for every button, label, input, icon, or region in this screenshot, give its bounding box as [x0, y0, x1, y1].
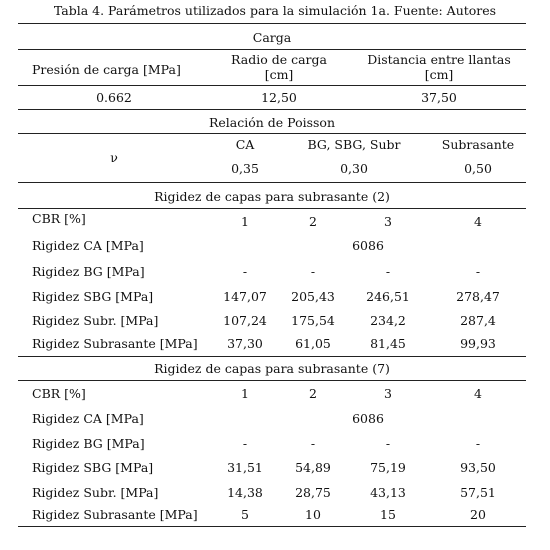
rigidez7-cell: 28,75: [295, 485, 331, 500]
rigidez7-cell: 20: [470, 507, 486, 522]
rule-carga: [18, 49, 526, 50]
rigidez7-row-label: Rigidez CA [MPa]: [32, 411, 144, 426]
rigidez7-row-label: Rigidez BG [MPa]: [32, 436, 145, 451]
poisson-value-subrasante: 0,50: [464, 161, 492, 176]
rigidez7-cell: 93,50: [460, 460, 496, 475]
rigidez2-cell: 147,07: [223, 289, 267, 304]
rigidez2-row-label: Rigidez Subr. [MPa]: [32, 313, 159, 328]
rigidez2-cell: -: [310, 264, 316, 279]
rigidez2-cell: -: [385, 264, 391, 279]
rigidez7-row-label: Rigidez Subrasante [MPa]: [32, 507, 198, 522]
rule-carga-bottom: [18, 109, 526, 110]
rigidez7-row-label: Rigidez SBG [MPa]: [32, 460, 154, 475]
carga-header-distancia-unit: [cm]: [424, 67, 454, 82]
rigidez7-cell-merged: 6086: [352, 411, 384, 426]
rigidez2-cell: 107,24: [223, 313, 267, 328]
rigidez7-cell: 15: [380, 507, 396, 522]
rigidez7-cell: -: [310, 436, 316, 451]
poisson-title: Relación de Poisson: [208, 115, 336, 130]
rigidez2-cell: 234,2: [370, 313, 406, 328]
rigidez2-cell: 2: [309, 214, 317, 229]
rigidez2-cell: 81,45: [370, 336, 406, 351]
rigidez7-cell: 57,51: [460, 485, 496, 500]
rigidez2-cell: 287,4: [460, 313, 496, 328]
rigidez2-cell: 205,43: [291, 289, 335, 304]
carga-header-presion: Presión de carga [MPa]: [32, 62, 181, 77]
rigidez7-cell: 31,51: [227, 460, 263, 475]
rigidez7-cell: -: [385, 436, 391, 451]
carga-title: Carga: [252, 30, 292, 45]
rigidez7-cell: -: [475, 436, 481, 451]
rigidez7-cell: -: [242, 436, 248, 451]
rigidez2-row-label: Rigidez SBG [MPa]: [32, 289, 154, 304]
poisson-header-bg: BG, SBG, Subr: [307, 137, 401, 152]
rigidez2-cell: 246,51: [366, 289, 410, 304]
rigidez2-cell: 175,54: [291, 313, 335, 328]
rigidez2-cell: -: [242, 264, 248, 279]
carga-value-presion: 0.662: [96, 90, 132, 105]
rigidez2-cell: 3: [384, 214, 392, 229]
rigidez7-cell: 54,89: [295, 460, 331, 475]
rule-bottom: [18, 526, 526, 527]
poisson-value-ca: 0,35: [231, 161, 259, 176]
rigidez7-cell: 4: [474, 386, 482, 401]
rigidez7-cell: 43,13: [370, 485, 406, 500]
rigidez7-cell: 2: [309, 386, 317, 401]
carga-header-radio-unit: [cm]: [264, 67, 294, 82]
poisson-header-ca: CA: [235, 137, 255, 152]
rigidez2-row-label: Rigidez CA [MPa]: [32, 238, 144, 253]
rigidez2-title: Rigidez de capas para subrasante (2): [154, 189, 390, 204]
carga-header-distancia: Distancia entre llantas: [367, 52, 511, 67]
rigidez7-cell: 14,38: [227, 485, 263, 500]
rule-poisson-title: [18, 133, 526, 134]
rigidez2-row-label: Rigidez Subrasante [MPa]: [32, 336, 198, 351]
rigidez2-cell: 61,05: [295, 336, 331, 351]
rigidez2-cell-merged: 6086: [352, 238, 384, 253]
rigidez7-row-label: Rigidez Subr. [MPa]: [32, 485, 159, 500]
rule-rigidez2-bottom: [18, 356, 526, 357]
rigidez7-row-label: CBR [%]: [32, 386, 86, 401]
rigidez7-cell: 3: [384, 386, 392, 401]
carga-value-radio: 12,50: [261, 90, 297, 105]
rigidez7-cell: 5: [241, 507, 249, 522]
rule-rigidez7-title: [18, 380, 526, 381]
rigidez2-row-label: CBR [%]: [32, 211, 86, 226]
poisson-symbol: ν: [110, 150, 118, 165]
rule-rigidez2-title: [18, 208, 526, 209]
rigidez2-cell: 37,30: [227, 336, 263, 351]
rigidez2-cell: 99,93: [460, 336, 496, 351]
rule-top: [18, 23, 526, 24]
rigidez7-cell: 75,19: [370, 460, 406, 475]
rule-poisson-bottom: [18, 182, 526, 183]
rule-carga-header: [18, 85, 526, 86]
carga-value-distancia: 37,50: [421, 90, 457, 105]
carga-header-radio: Radio de carga: [231, 52, 327, 67]
rigidez7-title: Rigidez de capas para subrasante (7): [154, 361, 390, 376]
rigidez7-cell: 10: [305, 507, 321, 522]
poisson-value-bg: 0,30: [340, 161, 368, 176]
poisson-header-subrasante: Subrasante: [441, 137, 515, 152]
rigidez2-cell: -: [475, 264, 481, 279]
rigidez2-cell: 278,47: [456, 289, 500, 304]
rigidez2-cell: 4: [474, 214, 482, 229]
rigidez7-cell: 1: [241, 386, 249, 401]
rigidez2-row-label: Rigidez BG [MPa]: [32, 264, 145, 279]
rigidez2-cell: 1: [241, 214, 249, 229]
table-caption: Tabla 4. Parámetros utilizados para la simulación 1a. Fuente: Autores: [53, 3, 497, 18]
